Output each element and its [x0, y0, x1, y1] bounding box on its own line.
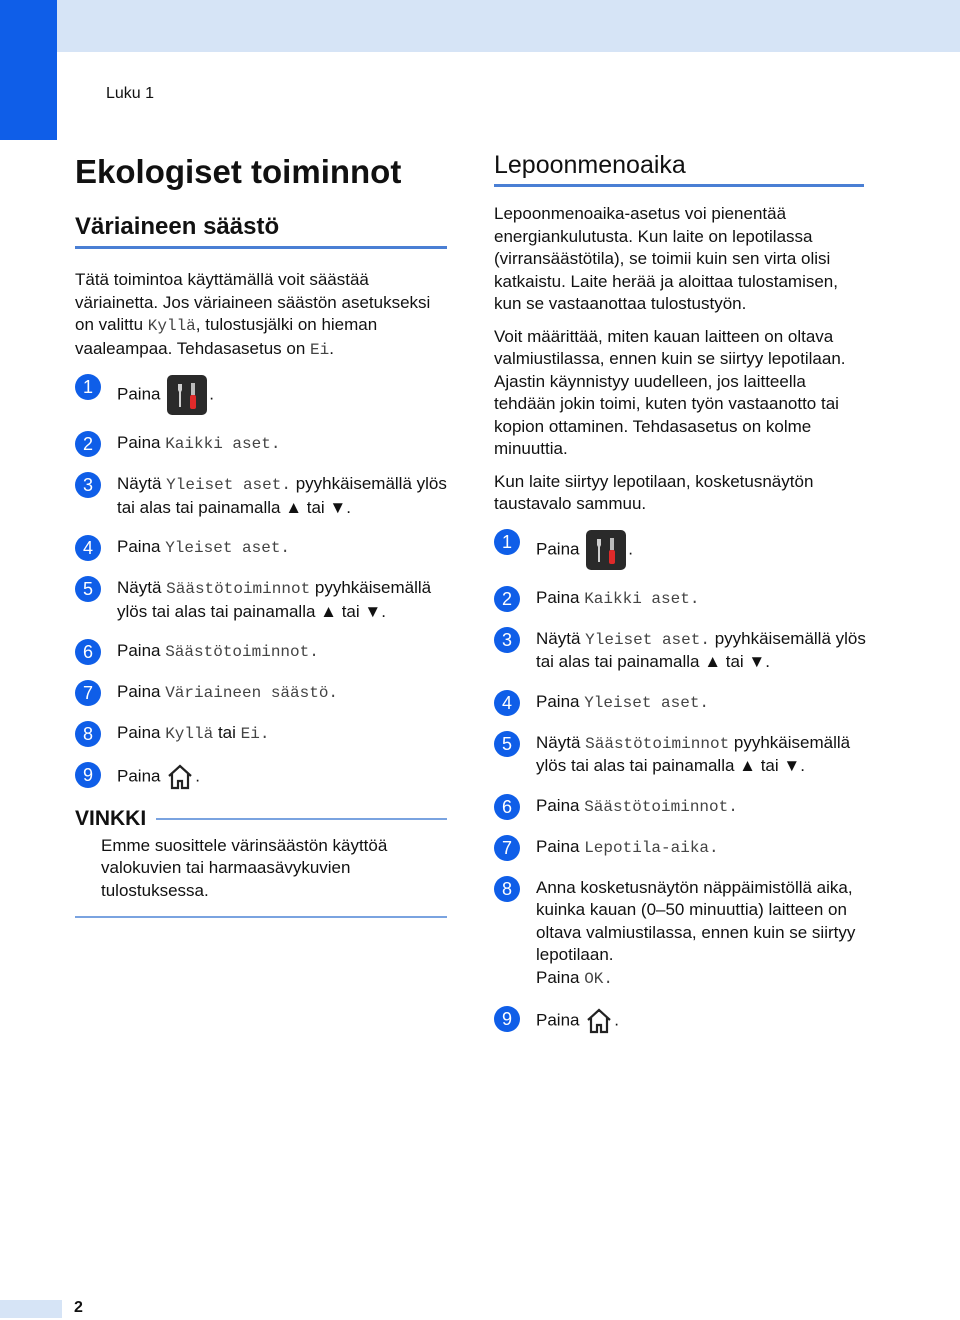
step: 3 Näytä Yleiset aset. pyyhkäisemällä ylös tai alas tai painamalla ▲ tai ▼.	[75, 473, 447, 519]
step: 2 Paina Kaikki aset.	[494, 587, 866, 611]
header-band	[0, 0, 960, 52]
step: 2 Paina Kaikki aset.	[75, 432, 447, 456]
step-number: 6	[75, 639, 101, 665]
page-title: Ekologiset toiminnot	[75, 153, 402, 190]
step: 9 Paina .	[75, 763, 447, 791]
step-number: 7	[75, 680, 101, 706]
step: 5 Näytä Säästötoiminnot pyyhkäisemällä ylös tai alas tai painamalla ▲ tai ▼.	[494, 732, 866, 778]
left-column	[75, 150, 447, 918]
step: 6 Paina Säästötoiminnot.	[494, 795, 866, 819]
step-number: 8	[494, 876, 520, 902]
step-number: 9	[75, 762, 101, 788]
step: 6 Paina Säästötoiminnot.	[75, 640, 447, 664]
sleep-steps	[494, 530, 866, 1036]
intro-paragraph: Tätä toimintoa käyttämällä voit säästää väriainetta. Jos väriaineen säästön asetukseksi on valittu Kyllä, tulostusjälki on hieman vaaleampaa. Tehdasasetus on Ei.	[75, 270, 431, 359]
sleep-paragraph-3: Kun laite siirtyy lepotilaan, kosketusnäytön taustavalo sammuu.	[494, 471, 814, 513]
step: 8 Paina Kyllä tai Ei.	[75, 722, 447, 746]
sleep-paragraph-2: Voit määrittää, miten kauan laitteen on oltava valmiustilassa, ennen kuin se siirtyy lepotilaan. Ajastin käynnistyy uudelleen, jos laitteella tehdään jokin toimi, kuten työn vastaanotto tai kopion ottaminen. Tehdasasetus on kolme minuuttia.	[494, 326, 846, 458]
step-number: 1	[75, 374, 101, 400]
step-number: 6	[494, 794, 520, 820]
tip-text: Emme suosittele värinsäästön käyttöä valokuvien tai harmaasävykuvien tulostuksessa.	[75, 835, 447, 919]
step-number: 4	[494, 690, 520, 716]
sleep-paragraph-1: Lepoonmenoaika-asetus voi pienentää energiankulutusta. Kun laite on lepotilassa (virransäästötila), se toimii kuin sen virta olisi katkaistu. Laite herää ja aloittaa tulostamisen, kun se vastaanottaa tulostustyön.	[494, 204, 838, 313]
step-number: 4	[75, 535, 101, 561]
tip-title: VINKKI	[75, 807, 147, 830]
step-number: 2	[75, 431, 101, 457]
step-number: 3	[494, 627, 520, 653]
step-number: 8	[75, 721, 101, 747]
chapter-label: Luku 1	[106, 85, 155, 102]
section-heading-sleep: Lepoonmenoaika	[494, 150, 864, 187]
section-heading-toner: Väriaineen säästö	[75, 212, 447, 249]
step: 1 Paina .	[494, 530, 866, 570]
toner-steps	[75, 375, 447, 791]
step: 5 Näytä Säästötoiminnot pyyhkäisemällä ylös tai alas tai painamalla ▲ tai ▼.	[75, 577, 447, 623]
page-number: 2	[74, 1299, 83, 1316]
home-icon	[167, 763, 193, 791]
step-number: 2	[494, 586, 520, 612]
step: 8 Anna kosketusnäytön näppäimistöllä aika, kuinka kauan (0–50 minuuttia) laitteen on oltava valmiustilassa, ennen kuin se siirtyy lepotilaan. Paina OK.	[494, 877, 866, 991]
footer-band	[0, 1300, 62, 1318]
step: 1 Paina .	[75, 375, 447, 415]
step-number: 1	[494, 529, 520, 555]
step: 4 Paina Yleiset aset.	[494, 691, 866, 715]
tip-box	[75, 808, 447, 918]
settings-tools-icon	[586, 530, 626, 570]
step: 4 Paina Yleiset aset.	[75, 536, 447, 560]
step-number: 7	[494, 835, 520, 861]
step: 3 Näytä Yleiset aset. pyyhkäisemällä ylös tai alas tai painamalla ▲ tai ▼.	[494, 628, 866, 674]
step-number: 9	[494, 1006, 520, 1032]
right-column	[494, 150, 866, 1052]
step-number: 5	[494, 731, 520, 757]
chapter-tab	[0, 0, 57, 140]
step-number: 5	[75, 576, 101, 602]
settings-tools-icon	[167, 375, 207, 415]
home-icon	[586, 1007, 612, 1035]
step-number: 3	[75, 472, 101, 498]
step: 9 Paina .	[494, 1007, 866, 1035]
step: 7 Paina Väriaineen säästö.	[75, 681, 447, 705]
step: 7 Paina Lepotila-aika.	[494, 836, 866, 860]
